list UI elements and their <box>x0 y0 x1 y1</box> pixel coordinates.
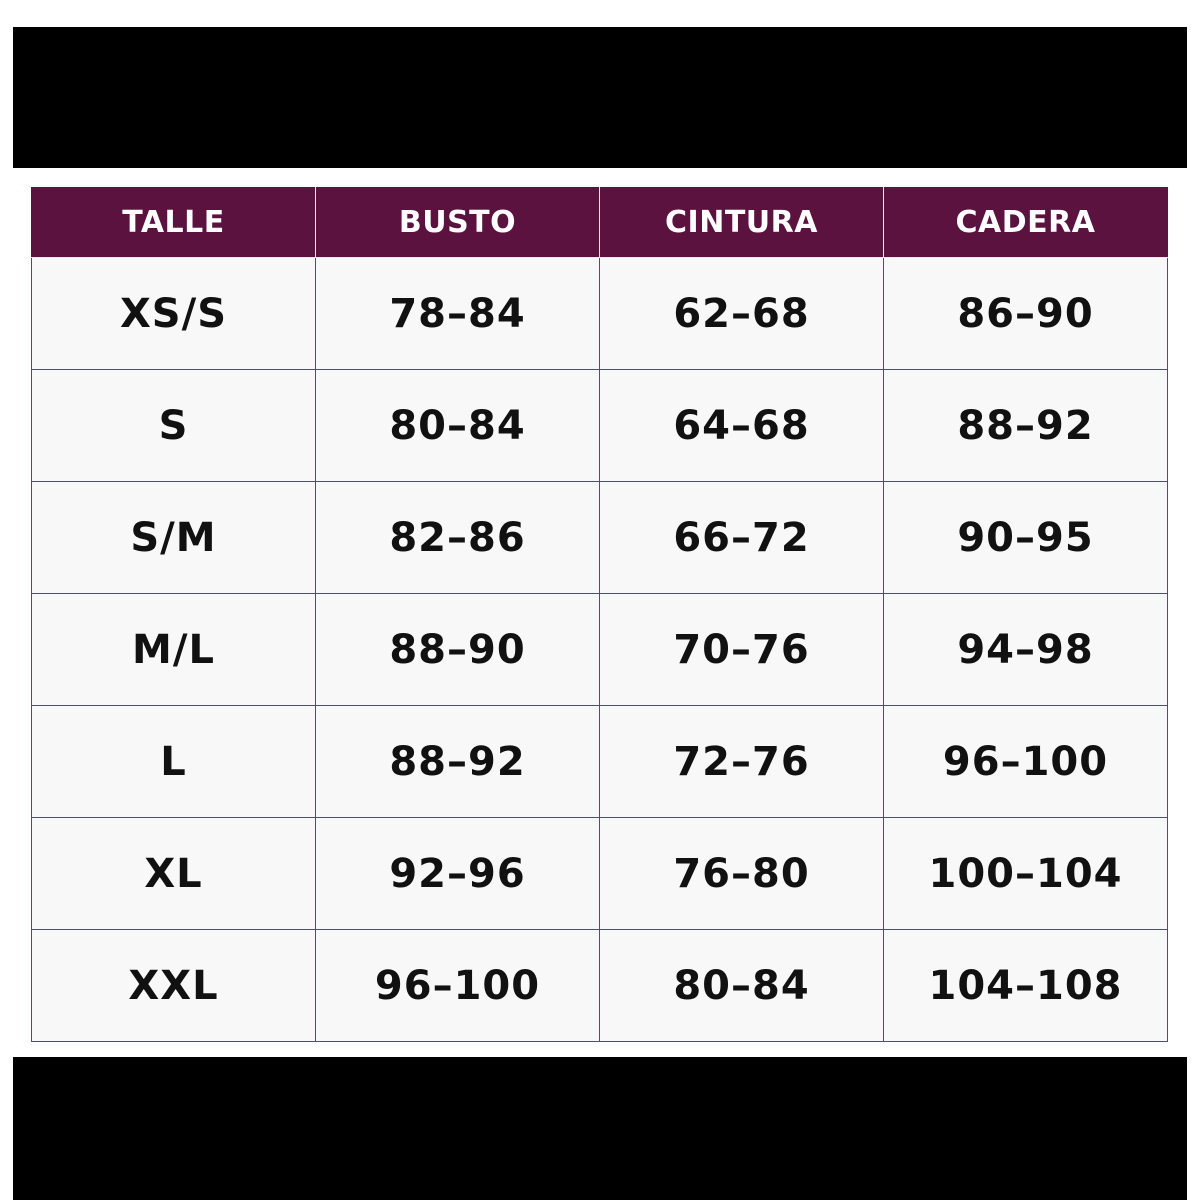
cell-talle: S/M <box>32 482 316 594</box>
table-header-row <box>32 188 1168 258</box>
cell-talle: XS/S <box>32 258 316 370</box>
header-talle: TALLE <box>32 188 316 258</box>
header-busto: BUSTO <box>316 188 600 258</box>
cell-cadera: 88–92 <box>884 370 1168 482</box>
cell-talle: M/L <box>32 594 316 706</box>
cell-cadera: 96–100 <box>884 706 1168 818</box>
cell-cintura: 72–76 <box>600 706 884 818</box>
cell-cadera: 104–108 <box>884 930 1168 1042</box>
table-row <box>32 818 1168 930</box>
top-black-bar <box>13 27 1187 168</box>
cell-talle: S <box>32 370 316 482</box>
size-chart-table <box>31 187 1168 1042</box>
table-row <box>32 706 1168 818</box>
cell-busto: 96–100 <box>316 930 600 1042</box>
header-cintura: CINTURA <box>600 188 884 258</box>
table-row <box>32 482 1168 594</box>
header-cadera: CADERA <box>884 188 1168 258</box>
cell-cintura: 64–68 <box>600 370 884 482</box>
cell-busto: 78–84 <box>316 258 600 370</box>
cell-busto: 80–84 <box>316 370 600 482</box>
table-row <box>32 594 1168 706</box>
table-row <box>32 930 1168 1042</box>
cell-cintura: 62–68 <box>600 258 884 370</box>
cell-busto: 88–92 <box>316 706 600 818</box>
cell-cadera: 90–95 <box>884 482 1168 594</box>
cell-talle: L <box>32 706 316 818</box>
cell-cintura: 80–84 <box>600 930 884 1042</box>
cell-cintura: 66–72 <box>600 482 884 594</box>
cell-talle: XL <box>32 818 316 930</box>
table-row <box>32 258 1168 370</box>
table-row <box>32 370 1168 482</box>
cell-cintura: 76–80 <box>600 818 884 930</box>
cell-cadera: 86–90 <box>884 258 1168 370</box>
cell-cintura: 70–76 <box>600 594 884 706</box>
cell-busto: 92–96 <box>316 818 600 930</box>
cell-cadera: 94–98 <box>884 594 1168 706</box>
bottom-black-bar <box>13 1057 1187 1200</box>
cell-talle: XXL <box>32 930 316 1042</box>
cell-cadera: 100–104 <box>884 818 1168 930</box>
cell-busto: 82–86 <box>316 482 600 594</box>
cell-busto: 88–90 <box>316 594 600 706</box>
